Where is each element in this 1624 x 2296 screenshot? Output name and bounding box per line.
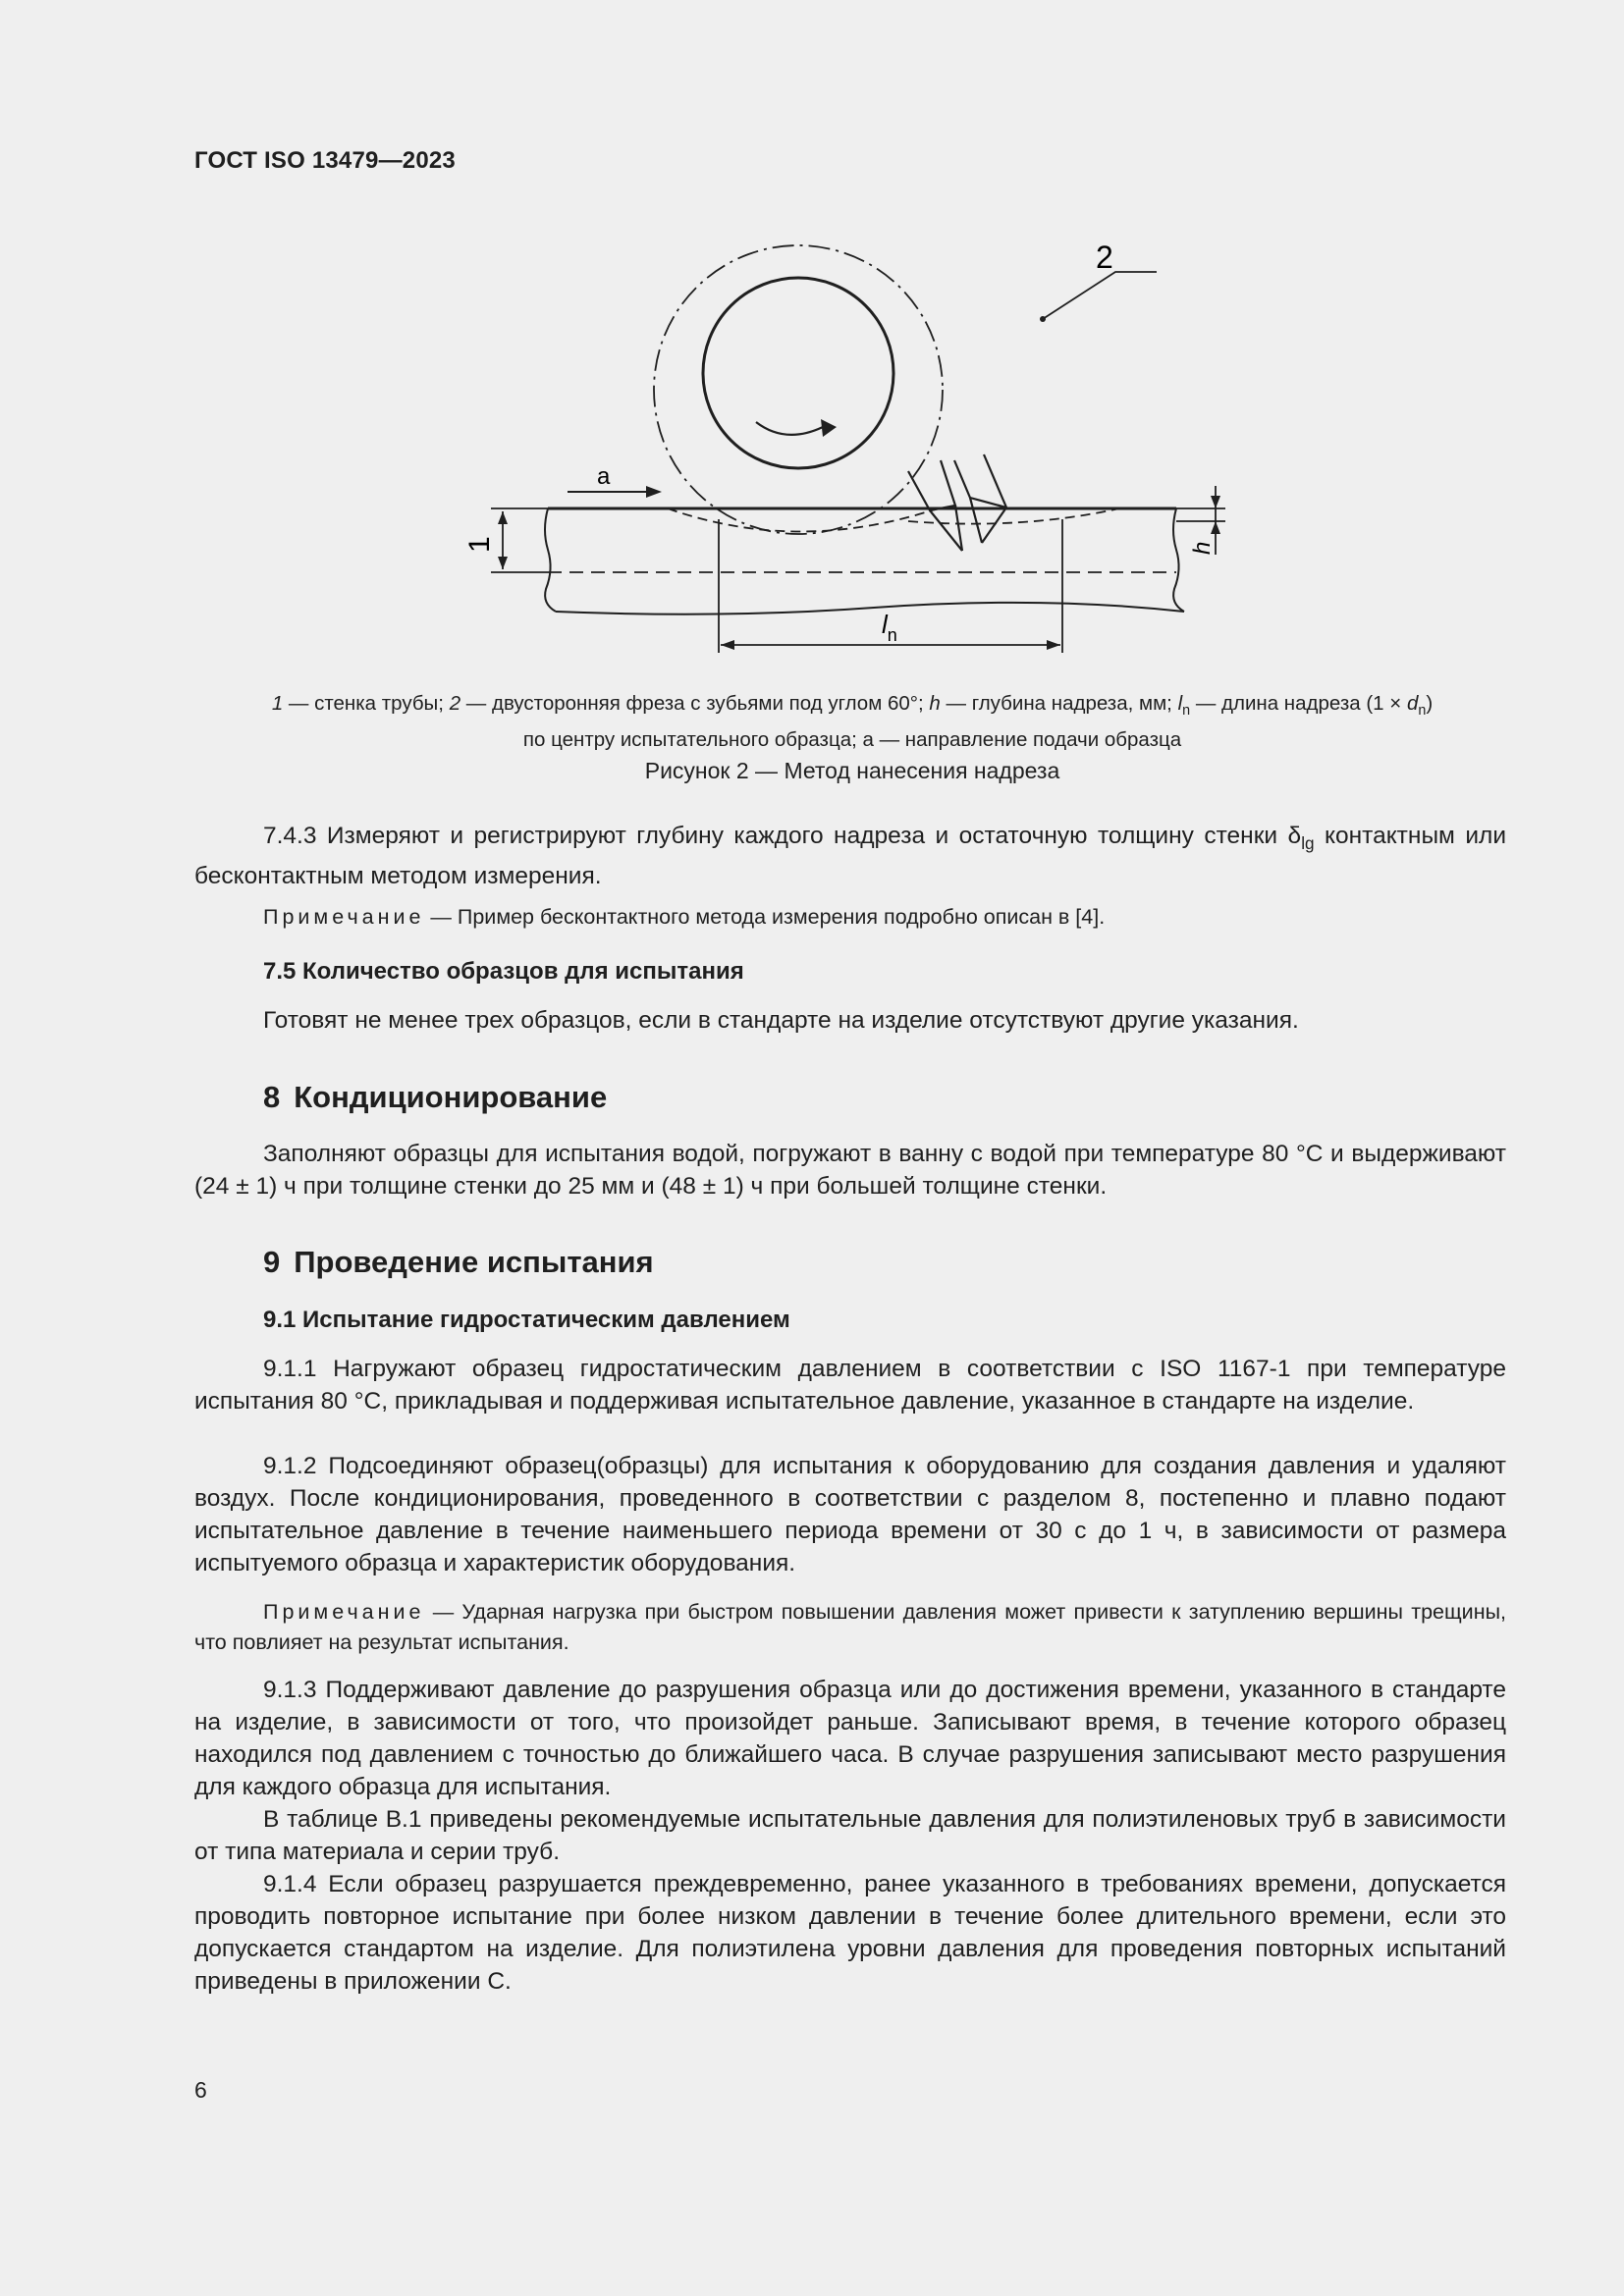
rotation-arrow	[756, 422, 823, 435]
note-2: Примечание — Ударная нагрузка при быстром повышении давления может привести к затуплению вершины трещины, что повлияет на результат испытания.	[194, 1600, 1506, 1654]
paragraph-9-1-1: 9.1.1 Нагружают образец гидростатическим давлением в соответствии с ISO 1167-1 при температуре испытания 80 °С, прикладывая и поддерживая испытательное давление, указанное в стандарте на изделие.	[194, 1356, 1506, 1415]
paragraph-7-4-3: 7.4.3 Измеряют и регистрируют глубину каждого надреза и остаточную толщину стенки $\delta_{lg}$ контактным или бесконтактным методом измерения.	[194, 823, 1506, 889]
figure-label-h: h	[1189, 541, 1216, 555]
cutter-tooth-left	[432, 231, 911, 481]
paragraph-9-1-2: 9.1.2 Подсоединяют образец(образцы) для испытания к оборудованию для создания давления и удаляют воздух. После кондиционирования, проведенного в соответствии с разделом 8, постепенно и плавно подают испытательное давление в течение наименьшего периода времени от 30 с до 1 ч, в зависимости от размера испытуемого образца и характеристик оборудования.	[194, 1453, 1506, 1576]
notch-arc	[668, 508, 938, 532]
paragraph-table-b1: В таблице В.1 приведены рекомендуемые испытательные давления для полиэтиленовых труб в зависимости от типа материала и серии труб.	[194, 1806, 1506, 1865]
label-2-leader	[1043, 272, 1157, 319]
figure-label-a: a	[597, 463, 611, 490]
heading-9: 9 Проведение испытания	[263, 1245, 654, 1279]
break-line-left	[545, 508, 556, 612]
paragraph-7-5: Готовят не менее трех образцов, если в стандарте на изделие отсутствуют другие указания.	[263, 1007, 1299, 1034]
figure-caption: Рисунок 2 — Метод нанесения надреза	[644, 758, 1060, 783]
cutter-outline-circle	[654, 245, 943, 534]
figure-legend: 1 — стенка трубы; 2 — двусторонняя фреза с зубьями под углом 60°; h — глубина надреза, мм; $l_n$ — длина надреза $(1 \times d_n)$ по центру испытательного образца; а — направление подачи образца	[271, 692, 1434, 752]
cutter-body-circle	[703, 278, 893, 468]
paragraph-9-1-4: 9.1.4 Если образец разрушается преждевременно, ранее указанного в требованиях времени, допускается проводить повторное испытание при более низком давлении в течение более длительного времени, если это допускается стандартом на изделие. Для полиэтилена уровни давления для проведения повторных испытаний приведены в приложении С.	[194, 1871, 1506, 1995]
heading-9-1: 9.1 Испытание гидростатическим давлением	[263, 1307, 790, 1333]
note-1: Примечание — Пример бесконтактного метода измерения подробно описан в [4].	[263, 905, 1106, 929]
page-number: 6	[194, 2077, 207, 2103]
figure-label-2: 2	[1096, 240, 1113, 275]
notching-diagram	[432, 231, 1247, 663]
figure-label-1: 1	[463, 536, 496, 553]
paragraph-9-1-3: 9.1.3 Поддерживают давление до разрушения образца или до достижения времени, указанного в стандарте на изделие, в зависимости от того, что произойдет раньше. Записывают время, в течение которого образец находился под давлением с точностью до ближайшего часа. В случае разрушения записывают место разрушения для каждого образца для испытания.	[194, 1677, 1506, 1800]
break-line-right	[1173, 508, 1184, 612]
heading-8: 8 Кондиционирование	[263, 1080, 608, 1114]
paragraph-8: Заполняют образцы для испытания водой, погружают в ванну с водой при температуре 80 °С и выдерживают (24 ± 1) ч при толщине стенки до 25 мм и (48 ± 1) ч при большей толщине стенки.	[194, 1141, 1506, 1200]
document-header: ГОСТ ISO 13479—2023	[194, 147, 456, 174]
figure-label-ln: $l_n$	[882, 610, 897, 645]
heading-7-5: 7.5 Количество образцов для испытания	[263, 958, 744, 985]
